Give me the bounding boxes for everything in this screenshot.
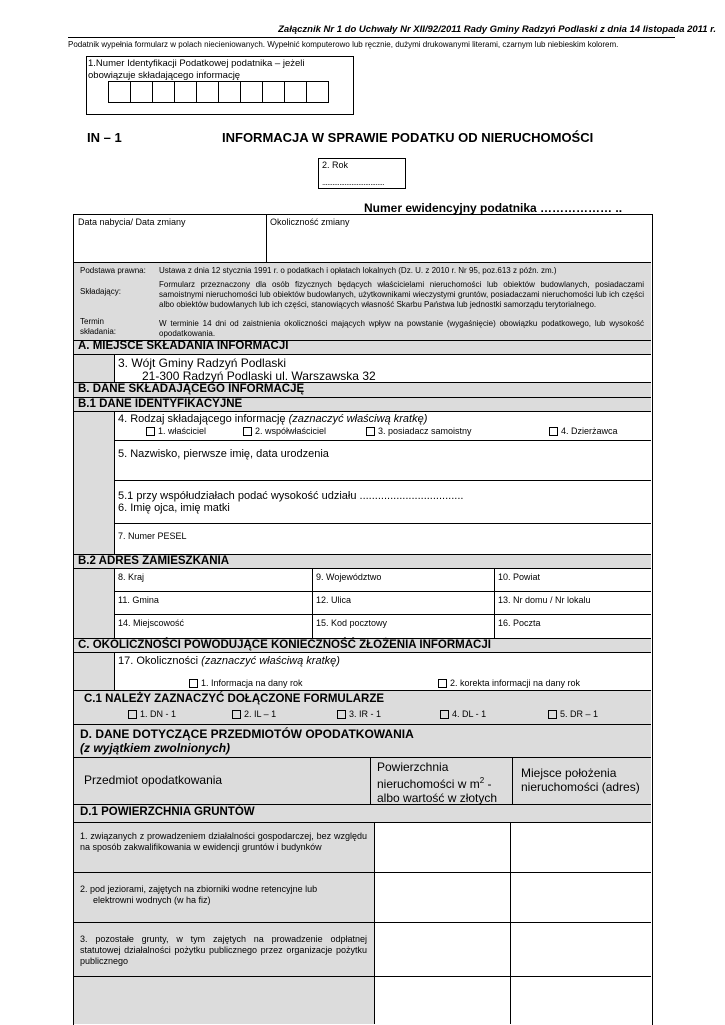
- legal-basis-label: Podstawa prawna:: [80, 266, 146, 275]
- commune-label: 11. Gmina: [118, 595, 159, 605]
- attachment-dl1[interactable]: [440, 709, 486, 720]
- attachment-dl1-label: 4. DL - 1: [452, 709, 487, 719]
- filer-type-text: 4. Rodzaj składającego informację: [118, 413, 286, 425]
- option-lessee[interactable]: [549, 426, 618, 437]
- d1-row3-location-input[interactable]: [511, 923, 650, 975]
- name-label: 5. Nazwisko, pierwsze imię, data urodzenia: [118, 448, 329, 460]
- legal-basis-text: Ustawa z dnia 12 stycznia 1991 r. o podatkach i opłatach lokalnych (Dz. U. z 2010 r. Nr 95, poz.613 z późn. zm.): [159, 266, 557, 275]
- nip-cell[interactable]: [109, 81, 131, 103]
- nip-cell[interactable]: [263, 81, 285, 103]
- attachment-dr1[interactable]: [548, 709, 598, 720]
- office-address: 21-300 Radzyń Podlaski ul. Warszawska 32: [142, 369, 376, 383]
- filer-text: Formularz przeznaczony dla osób fizycznych będących właścicielami nieruchomości lub obiektów budowlanych, posiadaczami samoistnymi nieruchomości lub obiektów budowlanych, użytkownikami wieczystymi gruntów, posiadaczami nieruchomości lub ich części albo obiektów budowlanych lub ich części, stanowiących własność Skarbu Państwa lub jednostki samorządu terytorialnego.: [159, 280, 644, 309]
- d1-row3-area-input[interactable]: [375, 923, 509, 975]
- option-co-owner-label: 2. współwłaściciel: [255, 426, 327, 436]
- checkbox-icon[interactable]: [366, 427, 375, 436]
- locality-label: 14. Miejscowość: [118, 618, 185, 628]
- filer-type-hint: (zaznaczyć właściwą kratkę): [288, 413, 428, 425]
- parents-label: 6. Imię ojca, imię matki: [118, 502, 230, 514]
- nip-cell[interactable]: [307, 81, 329, 103]
- voivodeship-label: 9. Województwo: [316, 572, 382, 582]
- filer-label: Składający:: [80, 287, 121, 296]
- nip-label: 1.Numer Identyfikacji Podatkowej podatnika – jeżeli obowiązuje składającego informację: [88, 58, 305, 81]
- section-b1-title: B.1 DANE IDENTYFIKACYJNE: [78, 398, 243, 410]
- office-name: 3. Wójt Gminy Radzyń Podlaski: [118, 356, 287, 370]
- nip-cell[interactable]: [175, 81, 197, 103]
- section-d-title: D. DANE DOTYCZĄCE PRZEDMIOTÓW OPODATKOWANIA: [80, 727, 414, 741]
- checkbox-icon[interactable]: [243, 427, 252, 436]
- area-column-header: [377, 760, 497, 805]
- d1-row2-area-input[interactable]: [375, 873, 509, 921]
- option-possessor-label: 3. posiadacz samoistny: [378, 426, 472, 436]
- section-c-title: C. OKOLICZNOŚCI POWODUJĄCE KONIECZNOŚĆ ZŁOŻENIA INFORMACJI: [78, 639, 491, 651]
- checkbox-icon[interactable]: [440, 710, 449, 719]
- area-header-line2: [377, 774, 497, 791]
- d1-row2-label: [80, 884, 370, 906]
- checkbox-icon[interactable]: [337, 710, 346, 719]
- d1-row1-location-input[interactable]: [511, 823, 650, 871]
- d1-row2-line2: elektrowni wodnych (w ha fiz): [93, 895, 211, 905]
- attachment-il1[interactable]: [232, 709, 276, 720]
- checkbox-icon[interactable]: [232, 710, 241, 719]
- area-header-line1: Powierzchnia: [377, 760, 449, 774]
- nip-cell[interactable]: [153, 81, 175, 103]
- option-annual-info[interactable]: [189, 678, 303, 689]
- option-possessor[interactable]: [366, 426, 472, 437]
- area-header-line3: albo wartość w złotych: [377, 791, 498, 805]
- taxpayer-number: Numer ewidencyjny podatnika ……………… ..: [364, 201, 623, 215]
- house-number-label: 13. Nr domu / Nr lokalu: [498, 595, 591, 605]
- checkbox-icon[interactable]: [438, 679, 447, 688]
- date-field-input[interactable]: [75, 228, 265, 261]
- nip-cell[interactable]: [197, 81, 219, 103]
- rok-dots: ....................................: [322, 178, 385, 187]
- deadline-label: Termin składania:: [80, 317, 117, 336]
- section-b-title: B. DANE SKŁADAJĄCEGO INFORMACJĘ: [78, 383, 305, 395]
- nip-cell[interactable]: [131, 81, 153, 103]
- header-rule: [68, 37, 675, 38]
- deadline-text: W terminie 14 dni od zaistnienia okoliczności mających wpływ na powstanie (wygaśnięcie) obowiązku podatkowego, lub wysokość opodatkowania.: [159, 319, 644, 338]
- attachment-ir1[interactable]: [337, 709, 381, 720]
- nip-cell[interactable]: [241, 81, 263, 103]
- area-header-superscript: 2: [479, 776, 485, 785]
- street-label: 12. Ulica: [316, 595, 352, 605]
- option-annual-info-label: 1. Informacja na dany rok: [201, 678, 303, 688]
- option-owner[interactable]: [146, 426, 206, 437]
- section-c1-title: C.1 NALEŻY ZAZNACZYĆ DOŁĄCZONE FORMULARZE: [84, 693, 385, 705]
- subject-column-header: Przedmiot opodatkowania: [84, 773, 223, 787]
- nip-cell[interactable]: [285, 81, 307, 103]
- county-label: 10. Powiat: [498, 572, 541, 582]
- section-d1-title: D.1 POWIERZCHNIA GRUNTÓW: [80, 806, 255, 818]
- checkbox-icon[interactable]: [548, 710, 557, 719]
- location-header-line2: nieruchomości (adres): [521, 780, 640, 794]
- circumstances-text: 17. Okoliczności: [118, 655, 199, 667]
- option-correction-label: 2. korekta informacji na dany rok: [450, 678, 581, 688]
- attachment-dr1-label: 5. DR – 1: [560, 709, 599, 719]
- attachment-header: Załącznik Nr 1 do Uchwały Nr XII/92/2011 Rady Gminy Radzyń Podlaski z dnia 14 listopada 2011 r.: [278, 24, 716, 35]
- area-header-unit: nieruchomości w m: [377, 777, 480, 791]
- attachment-il1-label: 2. IL – 1: [244, 709, 277, 719]
- d1-row1-area-input[interactable]: [375, 823, 509, 871]
- country-label: 8. Kraj: [118, 572, 145, 582]
- option-lessee-label: 4. Dzierżawca: [561, 426, 618, 436]
- d1-row2-line1: 2. pod jeziorami, zajętych na zbiorniki wodne retencyjne lub: [80, 884, 318, 894]
- section-a-indent-bg: [74, 354, 114, 382]
- nip-input-cells[interactable]: [108, 81, 329, 103]
- option-owner-label: 1. właściciel: [158, 426, 207, 436]
- section-d-subtitle: (z wyjątkiem zwolnionych): [80, 741, 231, 755]
- checkbox-icon[interactable]: [146, 427, 155, 436]
- d1-row1-label: 1. związanych z prowadzeniem działalności gospodarczej, bez względu na sposób zakwalifikowania w ewidencji gruntów i budynków: [80, 831, 367, 852]
- form-code: IN – 1: [87, 130, 122, 145]
- d1-row2-location-input[interactable]: [511, 873, 650, 921]
- change-circumstance-label: Okoliczność zmiany: [270, 217, 350, 227]
- form-title: INFORMACJA W SPRAWIE PODATKU OD NIERUCHOMOŚCI: [222, 130, 594, 145]
- circumstances-hint: (zaznaczyć właściwą kratkę): [201, 655, 340, 667]
- d1-row3-label: 3. pozostałe grunty, w tym zajętych na prowadzenie odpłatnej statutowej działalności pożytku publicznego przez organizacje pożytku publicznego: [80, 934, 367, 966]
- postal-code-label: 15. Kod pocztowy: [316, 618, 388, 628]
- circumstances-label: [118, 655, 340, 668]
- pesel-label: 7. Numer PESEL: [118, 531, 187, 541]
- section-b2-indent-bg: [74, 568, 114, 638]
- section-b2-title: B.2 ADRES ZAMIESZKANIA: [78, 555, 229, 567]
- location-header-line1: Miejsce położenia: [521, 766, 617, 780]
- filer-type-label: [118, 413, 427, 426]
- checkbox-icon[interactable]: [549, 427, 558, 436]
- change-circumstance-input[interactable]: [268, 228, 650, 261]
- filling-instructions: Podatnik wypełnia formularz w polach niecieniowanych. Wypełnić komputerowo lub ręcznie, dużymi drukowanymi literami, czarnym lub niebieskim kolorem.: [68, 40, 619, 49]
- section-c-indent-bg: [74, 652, 114, 690]
- share-label: 5.1 przy współudziałach podać wysokość udziału ..................................: [118, 490, 464, 502]
- date-field-label: Data nabycia/ Data zmiany: [78, 217, 186, 227]
- attachment-dn1-label: 1. DN - 1: [140, 709, 177, 719]
- option-correction[interactable]: [438, 678, 580, 689]
- post-office-label: 16. Poczta: [498, 618, 541, 628]
- rok-label: 2. Rok: [322, 160, 349, 170]
- section-b1-indent-bg: [74, 411, 114, 554]
- location-column-header: [521, 766, 640, 794]
- checkbox-icon[interactable]: [189, 679, 198, 688]
- nip-cell[interactable]: [219, 81, 241, 103]
- checkbox-icon[interactable]: [128, 710, 137, 719]
- section-a-title: A. MIEJSCE SKŁADANIA INFORMACJI: [78, 340, 289, 352]
- option-co-owner[interactable]: [243, 426, 326, 437]
- attachment-ir1-label: 3. IR - 1: [349, 709, 382, 719]
- attachment-dn1[interactable]: [128, 709, 176, 720]
- area-header-dash: -: [484, 777, 492, 791]
